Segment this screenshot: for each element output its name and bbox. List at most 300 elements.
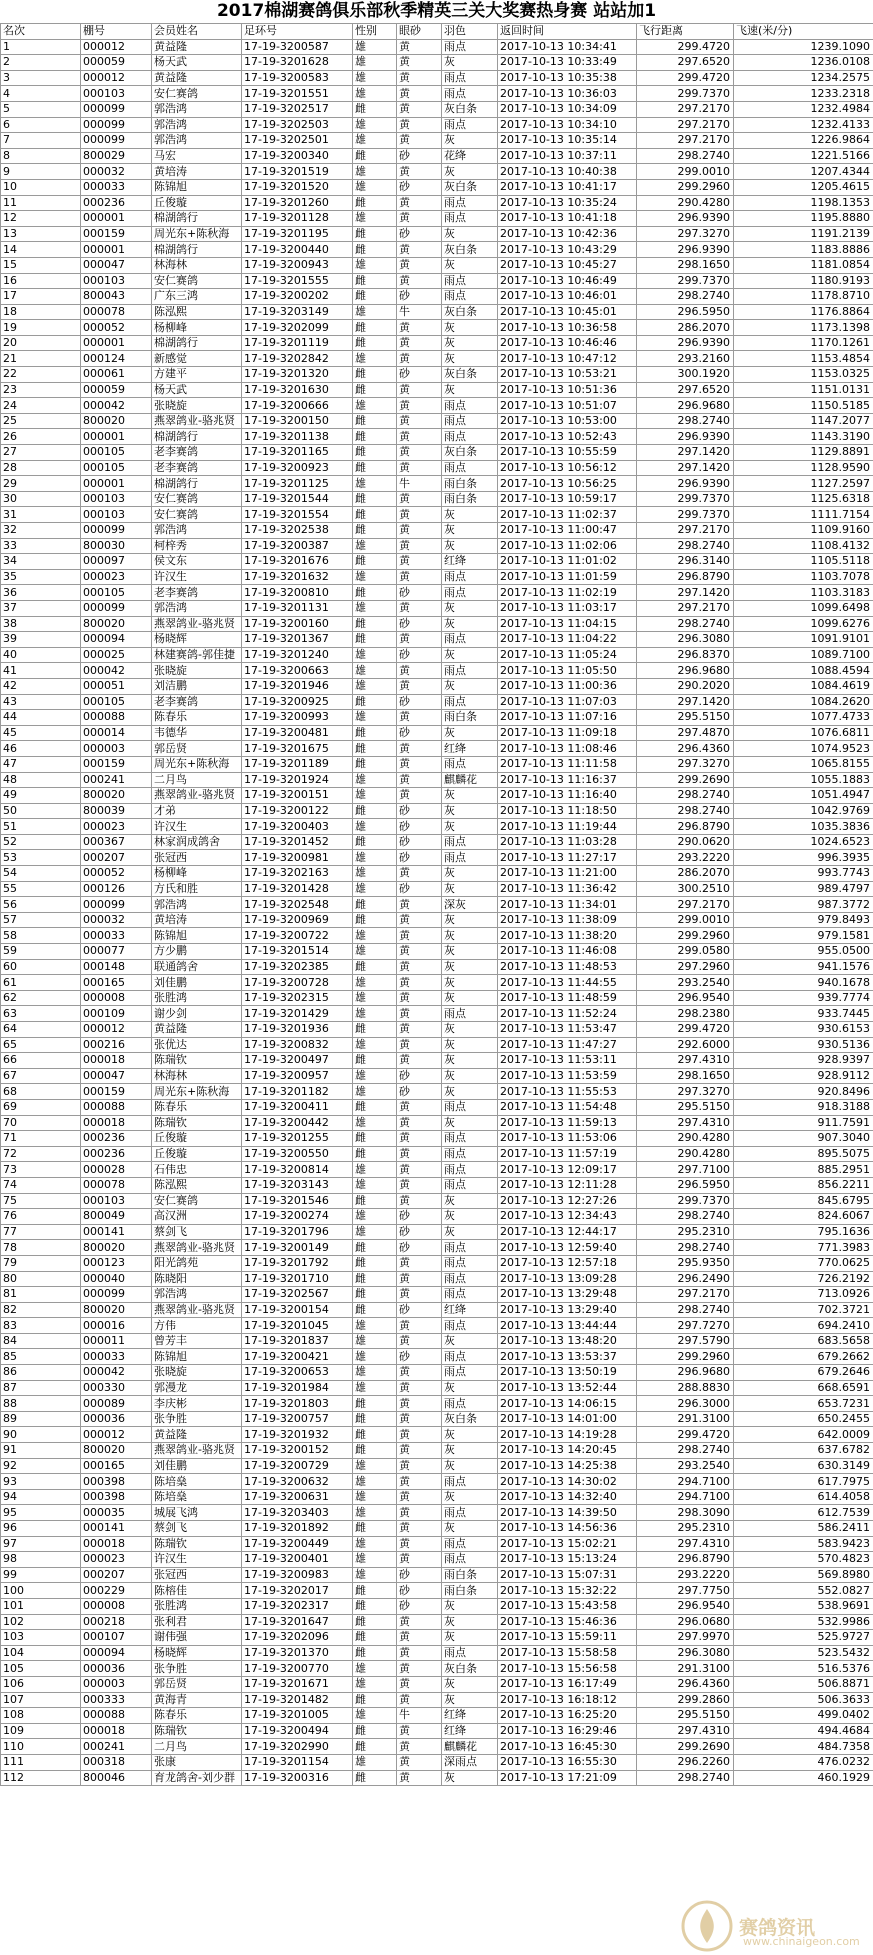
table-cell: 17-19-3201892	[242, 1521, 353, 1537]
table-cell: 雄	[353, 1318, 397, 1334]
table-cell: 黄	[397, 1115, 442, 1131]
table-cell: 张康	[152, 1754, 242, 1770]
table-cell: 17-19-3201676	[242, 554, 353, 570]
table-row	[1, 1443, 873, 1459]
table-cell: 雨点	[442, 1349, 498, 1365]
table-cell: 郭浩鸿	[152, 101, 242, 117]
table-cell: 293.2540	[637, 975, 734, 991]
table-row	[1, 1037, 873, 1053]
table-cell: 1178.8710	[734, 289, 873, 305]
table-cell: 砂	[397, 1240, 442, 1256]
table-cell: 1226.9864	[734, 133, 873, 149]
table-cell: 雌	[353, 632, 397, 648]
table-cell: 17-19-3201154	[242, 1754, 353, 1770]
table-cell: 17-19-3200340	[242, 148, 353, 164]
table-cell: 1111.7154	[734, 507, 873, 523]
table-cell: 雨点	[442, 1318, 498, 1334]
table-cell: 17-19-3201796	[242, 1224, 353, 1240]
table-cell: 800029	[81, 148, 152, 164]
table-cell: 824.6067	[734, 1209, 873, 1225]
table-cell: 黄	[397, 710, 442, 726]
table-cell: 297.4310	[637, 1053, 734, 1069]
table-cell: 17-19-3201182	[242, 1084, 353, 1100]
table-cell: 雄	[353, 351, 397, 367]
table-cell: 黄	[397, 538, 442, 554]
table-cell: 雌	[353, 1022, 397, 1038]
table-cell: 17-19-3202538	[242, 523, 353, 539]
table-cell: 297.2170	[637, 523, 734, 539]
table-cell: 1099.6276	[734, 616, 873, 632]
table-cell: 79	[1, 1255, 81, 1271]
table-cell: 63	[1, 1006, 81, 1022]
table-cell: 黄	[397, 70, 442, 86]
table-cell: 297.3270	[637, 1084, 734, 1100]
table-cell: 569.8980	[734, 1567, 873, 1583]
table-cell: 2017-10-13 12:27:26	[498, 1193, 637, 1209]
table-cell: 73	[1, 1162, 81, 1178]
table-cell: 安仁赛鸽	[152, 507, 242, 523]
table-cell: 方氏和胜	[152, 881, 242, 897]
table-cell: 000011	[81, 1333, 152, 1349]
table-cell: 17-19-3202503	[242, 117, 353, 133]
table-cell: 灰	[442, 1443, 498, 1459]
table-cell: 灰	[442, 928, 498, 944]
table-cell: 黄	[397, 1037, 442, 1053]
table-cell: 2017-10-13 11:05:50	[498, 663, 637, 679]
table-cell: 516.5376	[734, 1661, 873, 1677]
table-cell: 灰	[442, 788, 498, 804]
table-cell: 2017-10-13 15:02:21	[498, 1536, 637, 1552]
table-cell: 灰	[442, 819, 498, 835]
table-cell: 296.2260	[637, 1754, 734, 1770]
table-cell: 000103	[81, 507, 152, 523]
table-cell: 296.8790	[637, 819, 734, 835]
table-cell: 920.8496	[734, 1084, 873, 1100]
table-cell: 2017-10-13 13:52:44	[498, 1380, 637, 1396]
table-cell: 297.2170	[637, 101, 734, 117]
table-cell: 299.2690	[637, 1739, 734, 1755]
table-cell: 柯梓秀	[152, 538, 242, 554]
table-cell: 雄	[353, 1365, 397, 1381]
table-cell: 000042	[81, 663, 152, 679]
table-cell: 黄	[397, 1255, 442, 1271]
table-cell: 653.7231	[734, 1396, 873, 1412]
table-cell: 砂	[397, 1084, 442, 1100]
results-table	[0, 23, 873, 1786]
table-cell: 23	[1, 382, 81, 398]
table-cell: 2017-10-13 10:34:09	[498, 101, 637, 117]
table-cell: 郭浩鸿	[152, 600, 242, 616]
table-cell: 黄	[397, 382, 442, 398]
table-cell: 2017-10-13 10:47:12	[498, 351, 637, 367]
table-cell: 黄	[397, 1661, 442, 1677]
table-cell: 雌	[353, 1614, 397, 1630]
table-cell: 43	[1, 694, 81, 710]
table-cell: 940.1678	[734, 975, 873, 991]
table-cell: 294.7100	[637, 1489, 734, 1505]
table-cell: 雌	[353, 1427, 397, 1443]
table-row	[1, 226, 873, 242]
table-cell: 000099	[81, 897, 152, 913]
table-cell: 雄	[353, 647, 397, 663]
table-row	[1, 1209, 873, 1225]
table-cell: 299.4720	[637, 70, 734, 86]
table-cell: 1076.6811	[734, 725, 873, 741]
table-cell: 雨点	[442, 460, 498, 476]
table-cell: 299.2960	[637, 928, 734, 944]
table-cell: 77	[1, 1224, 81, 1240]
table-cell: 000008	[81, 990, 152, 1006]
table-cell: 111	[1, 1754, 81, 1770]
table-cell: 17-19-3202096	[242, 1630, 353, 1646]
table-row	[1, 1396, 873, 1412]
table-cell: 17-19-3201255	[242, 1131, 353, 1147]
table-row	[1, 538, 873, 554]
table-cell: 棉湖鸽行	[152, 211, 242, 227]
table-cell: 黄	[397, 1474, 442, 1490]
column-header: 名次	[1, 24, 81, 40]
table-cell: 297.4870	[637, 725, 734, 741]
table-cell: 87	[1, 1380, 81, 1396]
table-row	[1, 1193, 873, 1209]
table-cell: 红绛	[442, 554, 498, 570]
table-cell: 800043	[81, 289, 152, 305]
table-cell: 000052	[81, 866, 152, 882]
table-cell: 295.5150	[637, 1708, 734, 1724]
table-cell: 雄	[353, 538, 397, 554]
table-row	[1, 1536, 873, 1552]
table-cell: 000089	[81, 1396, 152, 1412]
table-cell: 麒麟花	[442, 772, 498, 788]
table-cell: 299.7370	[637, 491, 734, 507]
table-cell: 000330	[81, 1380, 152, 1396]
table-cell: 17-19-3201189	[242, 756, 353, 772]
table-cell: 18	[1, 304, 81, 320]
table-cell: 299.2690	[637, 772, 734, 788]
table-cell: 300.2510	[637, 881, 734, 897]
table-cell: 黄	[397, 632, 442, 648]
table-cell: 296.8790	[637, 569, 734, 585]
table-cell: 灰白条	[442, 242, 498, 258]
table-cell: 000318	[81, 1754, 152, 1770]
table-cell: 2017-10-13 10:53:00	[498, 413, 637, 429]
table-cell: 17-19-3200494	[242, 1723, 353, 1739]
table-cell: 17-19-3203403	[242, 1505, 353, 1521]
table-cell: 雌	[353, 1521, 397, 1537]
table-cell: 黄	[397, 1271, 442, 1287]
table-cell: 黄	[397, 1177, 442, 1193]
table-cell: 雄	[353, 1162, 397, 1178]
table-cell: 雄	[353, 1552, 397, 1568]
table-cell: 陈榕佳	[152, 1583, 242, 1599]
table-cell: 黄	[397, 944, 442, 960]
table-cell: 298.2740	[637, 1240, 734, 1256]
table-cell: 1143.3190	[734, 429, 873, 445]
table-cell: 297.2170	[637, 117, 734, 133]
table-cell: 雄	[353, 772, 397, 788]
table-cell: 老李赛鸽	[152, 585, 242, 601]
table-cell: 广东三鸿	[152, 289, 242, 305]
table-cell: 24	[1, 398, 81, 414]
table-cell: 雨白条	[442, 1567, 498, 1583]
table-cell: 17-19-3200814	[242, 1162, 353, 1178]
table-cell: 17-19-3200154	[242, 1302, 353, 1318]
table-cell: 黄	[397, 1162, 442, 1178]
table-cell: 99	[1, 1567, 81, 1583]
table-cell: 000001	[81, 429, 152, 445]
table-cell: 雄	[353, 55, 397, 71]
table-cell: 2017-10-13 11:16:37	[498, 772, 637, 788]
table-cell: 17-19-3200653	[242, 1365, 353, 1381]
table-cell: 灰	[442, 1224, 498, 1240]
table-cell: 雌	[353, 1255, 397, 1271]
table-cell: 1207.4344	[734, 164, 873, 180]
table-cell: 000033	[81, 179, 152, 195]
table-cell: 陈瑞钦	[152, 1053, 242, 1069]
table-cell: 2017-10-13 15:07:31	[498, 1567, 637, 1583]
table-cell: 59	[1, 944, 81, 960]
table-cell: 2017-10-13 11:54:48	[498, 1099, 637, 1115]
table-cell: 刘佳鹏	[152, 975, 242, 991]
table-cell: 黄	[397, 39, 442, 55]
table-cell: 1109.9160	[734, 523, 873, 539]
table-cell: 燕翠鸽业-骆兆贤	[152, 1302, 242, 1318]
table-cell: 灰	[442, 1333, 498, 1349]
table-cell: 2017-10-13 11:02:06	[498, 538, 637, 554]
table-cell: 灰	[442, 164, 498, 180]
table-cell: 谢少剑	[152, 1006, 242, 1022]
table-cell: 000025	[81, 647, 152, 663]
table-cell: 灰	[442, 600, 498, 616]
table-cell: 燕翠鸽业-骆兆贤	[152, 1443, 242, 1459]
table-cell: 993.7743	[734, 866, 873, 882]
table-cell: 000105	[81, 445, 152, 461]
table-cell: 灰	[442, 866, 498, 882]
table-cell: 78	[1, 1240, 81, 1256]
table-cell: 雨点	[442, 1645, 498, 1661]
table-cell: 49	[1, 788, 81, 804]
table-cell: 17-19-3200151	[242, 788, 353, 804]
table-cell: 雌	[353, 335, 397, 351]
table-cell: 56	[1, 897, 81, 913]
table-cell: 雨点	[442, 1240, 498, 1256]
table-cell: 298.1650	[637, 1068, 734, 1084]
table-row	[1, 959, 873, 975]
table-cell: 293.2160	[637, 351, 734, 367]
table-cell: 黄	[397, 1365, 442, 1381]
table-row	[1, 1739, 873, 1755]
table-cell: 000141	[81, 1521, 152, 1537]
table-cell: 雨白条	[442, 1583, 498, 1599]
table-cell: 灰白条	[442, 1661, 498, 1677]
table-cell: 雄	[353, 1661, 397, 1677]
table-cell: 299.2960	[637, 1349, 734, 1365]
table-cell: 1150.5185	[734, 398, 873, 414]
table-cell: 陈培燊	[152, 1489, 242, 1505]
table-cell: 000124	[81, 351, 152, 367]
table-cell: 17-19-3201630	[242, 382, 353, 398]
table-cell: 石伟忠	[152, 1162, 242, 1178]
table-cell: 灰	[442, 647, 498, 663]
table-cell: 1103.3183	[734, 585, 873, 601]
table-cell: 马宏	[152, 148, 242, 164]
table-cell: 000216	[81, 1037, 152, 1053]
table-cell: 黄	[397, 1676, 442, 1692]
table-cell: 安仁赛鸽	[152, 86, 242, 102]
table-cell: 黄	[397, 600, 442, 616]
table-cell: 灰	[442, 523, 498, 539]
table-cell: 2017-10-13 12:44:17	[498, 1224, 637, 1240]
table-cell: 17-19-3200770	[242, 1661, 353, 1677]
table-cell: 2017-10-13 10:46:01	[498, 289, 637, 305]
table-cell: 000241	[81, 772, 152, 788]
table-cell: 296.9390	[637, 242, 734, 258]
table-cell: 2017-10-13 12:59:40	[498, 1240, 637, 1256]
table-row	[1, 1505, 873, 1521]
table-cell: 84	[1, 1333, 81, 1349]
table-row	[1, 1162, 873, 1178]
table-row	[1, 1365, 873, 1381]
table-cell: 杨柳峰	[152, 866, 242, 882]
table-cell: 800039	[81, 803, 152, 819]
table-cell: 4	[1, 86, 81, 102]
table-cell: 94	[1, 1489, 81, 1505]
table-cell: 1	[1, 39, 81, 55]
table-cell: 17-19-3200722	[242, 928, 353, 944]
table-row	[1, 663, 873, 679]
table-cell: 000018	[81, 1536, 152, 1552]
table-cell: 000367	[81, 834, 152, 850]
table-cell: 2017-10-13 11:11:58	[498, 756, 637, 772]
table-cell: 2017-10-13 15:59:11	[498, 1630, 637, 1646]
table-cell: 17-19-3201632	[242, 569, 353, 585]
table-cell: 2017-10-13 12:34:43	[498, 1209, 637, 1225]
table-cell: 296.4360	[637, 741, 734, 757]
table-cell: 雌	[353, 1443, 397, 1459]
table-cell: 砂	[397, 819, 442, 835]
table-cell: 雌	[353, 1583, 397, 1599]
table-cell: 灰	[442, 320, 498, 336]
table-row	[1, 834, 873, 850]
table-cell: 黄	[397, 242, 442, 258]
column-header: 飞速(米/分)	[734, 24, 873, 40]
table-cell: 000103	[81, 86, 152, 102]
table-cell: 雨点	[442, 1396, 498, 1412]
table-cell: 296.3080	[637, 1645, 734, 1661]
table-cell: 1173.1398	[734, 320, 873, 336]
table-cell: 黄	[397, 1411, 442, 1427]
table-cell: 雄	[353, 133, 397, 149]
table-cell: 17-19-3201195	[242, 226, 353, 242]
table-cell: 陈培燊	[152, 1474, 242, 1490]
table-cell: 灰	[442, 678, 498, 694]
table-cell: 2017-10-13 17:21:09	[498, 1770, 637, 1786]
table-cell: 2017-10-13 10:33:49	[498, 55, 637, 71]
table-row	[1, 1287, 873, 1303]
table-cell: 299.0010	[637, 164, 734, 180]
table-cell: 000141	[81, 1224, 152, 1240]
table-cell: 000099	[81, 101, 152, 117]
table-row	[1, 1084, 873, 1100]
table-cell: 95	[1, 1505, 81, 1521]
table-cell: 299.0010	[637, 912, 734, 928]
table-row	[1, 382, 873, 398]
table-cell: 17-19-3201482	[242, 1692, 353, 1708]
table-cell: 杨天武	[152, 55, 242, 71]
table-cell: 雄	[353, 1567, 397, 1583]
table-cell: 黄	[397, 398, 442, 414]
table-row	[1, 179, 873, 195]
table-cell: 1065.8155	[734, 756, 873, 772]
table-cell: 895.5075	[734, 1146, 873, 1162]
table-cell: 雄	[353, 39, 397, 55]
table-cell: 17-19-3201544	[242, 491, 353, 507]
table-cell: 996.3935	[734, 850, 873, 866]
table-cell: 砂	[397, 834, 442, 850]
table-cell: 17-19-3200666	[242, 398, 353, 414]
table-cell: 灰	[442, 1630, 498, 1646]
table-cell: 二月鸟	[152, 1739, 242, 1755]
table-cell: 17-19-3201946	[242, 678, 353, 694]
page-title: 2017棉湖赛鸽俱乐部秋季精英三关大奖赛热身赛 站站加1	[216, 1, 657, 21]
table-cell: 砂	[397, 1349, 442, 1365]
table-cell: 雄	[353, 1505, 397, 1521]
table-cell: 17-19-3200957	[242, 1068, 353, 1084]
table-cell: 2017-10-13 14:20:45	[498, 1443, 637, 1459]
table-cell: 000107	[81, 1630, 152, 1646]
table-cell: 黄	[397, 912, 442, 928]
table-cell: 27	[1, 445, 81, 461]
table-cell: 17-19-3200403	[242, 819, 353, 835]
table-row	[1, 1521, 873, 1537]
table-cell: 2017-10-13 13:53:37	[498, 1349, 637, 1365]
table-cell: 黄	[397, 1443, 442, 1459]
table-cell: 黄	[397, 1458, 442, 1474]
table-cell: 1055.1883	[734, 772, 873, 788]
table-row	[1, 1458, 873, 1474]
table-cell: 17-19-3201128	[242, 211, 353, 227]
table-cell: 17-19-3200632	[242, 1474, 353, 1490]
table-cell: 雨点	[442, 1505, 498, 1521]
table-cell: 000023	[81, 569, 152, 585]
table-cell: 2017-10-13 11:59:13	[498, 1115, 637, 1131]
table-cell: 17-19-3201671	[242, 1676, 353, 1692]
table-cell: 885.2951	[734, 1162, 873, 1178]
table-cell: 2017-10-13 11:47:27	[498, 1037, 637, 1053]
table-row	[1, 897, 873, 913]
table-cell: 杨晓辉	[152, 632, 242, 648]
table-cell: 2017-10-13 11:53:47	[498, 1022, 637, 1038]
table-cell: 2017-10-13 16:45:30	[498, 1739, 637, 1755]
table-cell: 才弟	[152, 803, 242, 819]
table-cell: 299.7370	[637, 507, 734, 523]
table-cell: 雄	[353, 1115, 397, 1131]
table-cell: 552.0827	[734, 1583, 873, 1599]
table-cell: 17-19-3202017	[242, 1583, 353, 1599]
table-cell: 104	[1, 1645, 81, 1661]
table-cell: 2017-10-13 13:29:40	[498, 1302, 637, 1318]
table-cell: 17-19-3200152	[242, 1443, 353, 1459]
table-cell: 2017-10-13 10:56:12	[498, 460, 637, 476]
table-row	[1, 413, 873, 429]
table-cell: 灰	[442, 1427, 498, 1443]
table-cell: 296.9680	[637, 1365, 734, 1381]
table-cell: 17-19-3202501	[242, 133, 353, 149]
table-cell: 1125.6318	[734, 491, 873, 507]
table-cell: 雄	[353, 1380, 397, 1396]
table-cell: 曾芳丰	[152, 1333, 242, 1349]
table-cell: 黄益隆	[152, 1427, 242, 1443]
